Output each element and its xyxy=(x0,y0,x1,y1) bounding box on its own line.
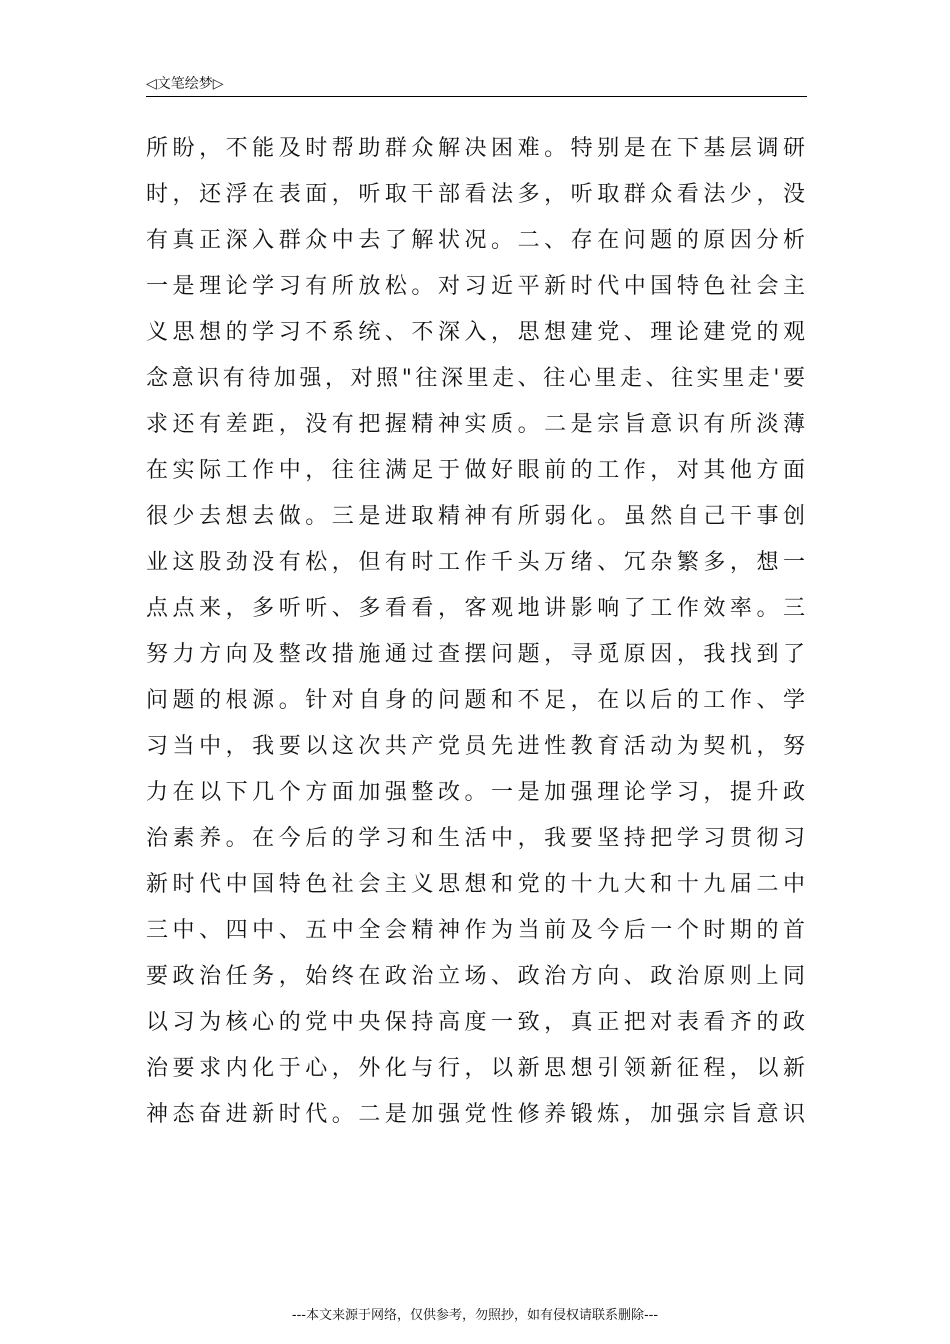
text-line: 义思想的学习不系统、不深入，思想建党、理论建党的观 xyxy=(146,320,808,345)
text-line: 要政治任务，始终在政治立场、政治方向、政治原则上同 xyxy=(146,964,808,989)
text-line: 治要求内化于心，外化与行，以新思想引领新征程，以新 xyxy=(146,1056,808,1081)
text-line: 一是理论学习有所放松。对习近平新时代中国特色社会主 xyxy=(146,274,808,299)
text-line: 点点来，多听听、多看看，客观地讲影响了工作效率。三 xyxy=(146,596,808,621)
text-line: 在实际工作中，往往满足于做好眼前的工作，对其他方面 xyxy=(146,458,808,483)
text-line: 很少去想去做。三是进取精神有所弱化。虽然自己干事创 xyxy=(146,504,808,529)
text-line: 治素养。在今后的学习和生活中，我要坚持把学习贯彻习 xyxy=(146,826,808,851)
text-line: 努力方向及整改措施通过查摆问题，寻觅原因，我找到了 xyxy=(146,642,808,667)
text-line: 问题的根源。针对自身的问题和不足，在以后的工作、学 xyxy=(146,688,808,713)
text-line: 时，还浮在表面，听取干部看法多，听取群众看法少，没 xyxy=(146,182,808,207)
text-line: 所盼，不能及时帮助群众解决困难。特别是在下基层调研 xyxy=(146,136,808,161)
text-line: 有真正深入群众中去了解状况。二、存在问题的原因分析 xyxy=(146,228,808,253)
header-rule xyxy=(146,96,807,97)
page-header xyxy=(146,74,807,98)
text-line: 三中、四中、五中全会精神作为当前及今后一个时期的首 xyxy=(146,918,808,943)
text-line: 新时代中国特色社会主义思想和党的十九大和十九届二中 xyxy=(146,872,808,897)
header-brand: ◁文笔绘梦▷ xyxy=(146,76,224,92)
footer-notice: ---本文来源于网络，仅供参考，勿照抄，如有侵权请联系删除--- xyxy=(291,1308,659,1323)
text-line: 求还有差距，没有把握精神实质。二是宗旨意识有所淡薄 xyxy=(146,412,808,437)
text-line: 以习为核心的党中央保持高度一致，真正把对表看齐的政 xyxy=(146,1010,808,1035)
body-text xyxy=(146,126,808,1138)
text-line: 神态奋进新时代。二是加强党性修养锻炼，加强宗旨意识 xyxy=(146,1102,808,1127)
text-line: 念意识有待加强，对照"往深里走、往心里走、往实里走'要 xyxy=(146,366,808,391)
text-line: 习当中，我要以这次共产党员先进性教育活动为契机，努 xyxy=(146,734,808,759)
text-line: 业这股劲没有松，但有时工作千头万绪、冗杂繁多，想一 xyxy=(146,550,808,575)
text-line: 力在以下几个方面加强整改。一是加强理论学习，提升政 xyxy=(146,780,808,805)
